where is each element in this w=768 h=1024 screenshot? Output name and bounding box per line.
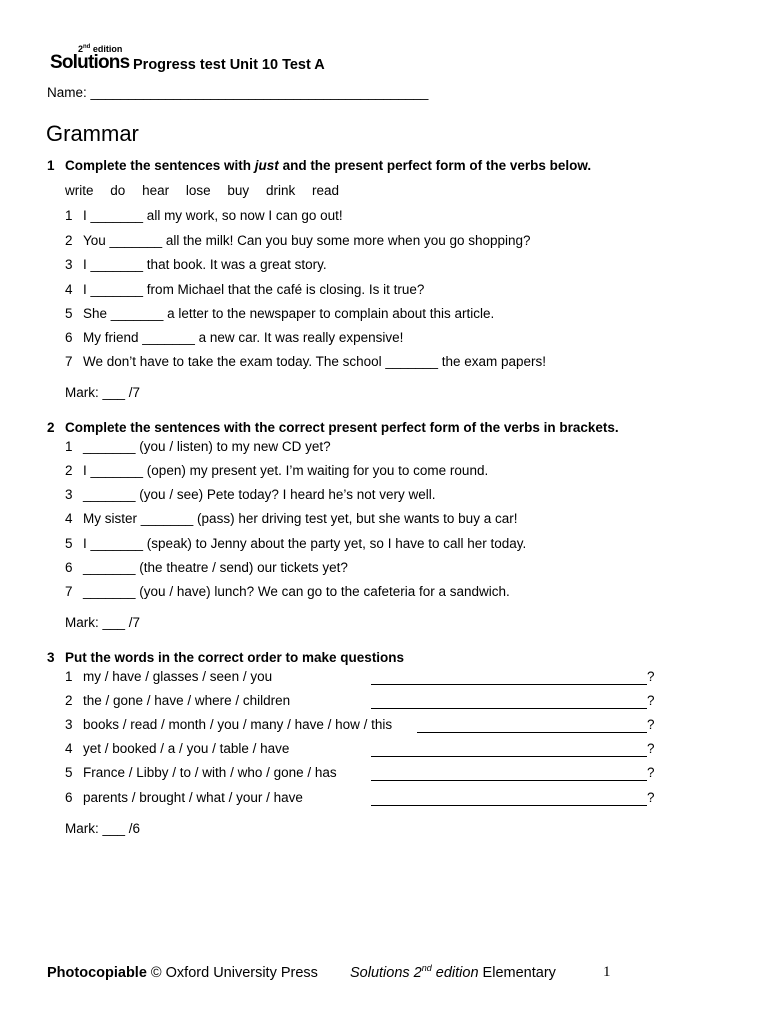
exercise-item: 5 France / Libby / to / with / who / gone / has — [65, 765, 337, 780]
answer-line[interactable] — [371, 780, 647, 781]
item-text: I _______ all my work, so now I can go out! — [83, 208, 343, 223]
logo-brand: Solutions — [50, 52, 130, 73]
item-text: yet / booked / a / you / table / have — [83, 741, 290, 756]
exercise-number: 3 — [47, 650, 55, 665]
word-bank-item: do — [110, 183, 126, 198]
exercise-item: 4 yet / booked / a / you / table / have — [65, 741, 290, 756]
section-heading: Grammar — [46, 121, 139, 146]
word-bank-item: read — [311, 183, 340, 198]
exercise-item: 2 the / gone / have / where / children — [65, 693, 291, 708]
exercise-instruction: Complete the sentences with just and the present perfect form of the verbs below. — [65, 158, 592, 173]
item-text: my / have / glasses / seen / you — [83, 669, 273, 684]
question-mark: ? — [647, 669, 655, 684]
item-text: My friend _______ a new car. It was really expensive! — [83, 330, 404, 345]
item-text: books / read / month / you / many / have / how / this — [83, 717, 393, 732]
name-label: Name: — [47, 85, 87, 100]
question-mark: ? — [647, 741, 655, 756]
word-bank-item: write — [65, 183, 94, 198]
item-text: _______ (you / see) Pete today? I heard he’s not very well. — [83, 487, 436, 502]
exercise-item: 6 parents / brought / what / your / have — [65, 790, 303, 805]
answer-line[interactable] — [371, 805, 647, 806]
question-mark: ? — [647, 693, 655, 708]
answer-line[interactable] — [371, 756, 647, 757]
item-text: _______ (you / have) lunch? We can go to the cafeteria for a sandwich. — [83, 584, 510, 599]
copyright: © Oxford University Press — [146, 964, 318, 981]
exercise2-mark: Mark: ___ /7 — [65, 615, 141, 630]
exercise-instruction: Put the words in the correct order to make questions — [65, 650, 405, 665]
item-text: France / Libby / to / with / who / gone / has — [83, 765, 337, 780]
exercise-item[interactable]: 1 I _______ all my work, so now I can go out! — [65, 208, 343, 223]
exercise-item: 1 my / have / glasses / seen / you — [65, 669, 273, 684]
item-text: I _______ that book. It was a great story. — [83, 257, 327, 272]
logo-edition: 2nd edition — [78, 44, 123, 54]
answer-line[interactable] — [371, 708, 647, 709]
name-blank: _____________________________________________ — [90, 85, 429, 100]
item-text: parents / brought / what / your / have — [83, 790, 303, 805]
exercise-item[interactable]: 6 _______ (the theatre / send) our tickets yet? — [65, 560, 348, 575]
exercise-item[interactable]: 6 My friend _______ a new car. It was really expensive! — [65, 330, 404, 345]
item-text: the / gone / have / where / children — [83, 693, 291, 708]
exercise3-mark: Mark: ___ /6 — [65, 821, 141, 836]
word-bank — [65, 183, 352, 198]
photocopiable-label: Photocopiable — [47, 964, 147, 981]
exercise1-mark: Mark: ___ /7 — [65, 385, 141, 400]
item-text: My sister _______ (pass) her driving test yet, but she wants to buy a car! — [83, 511, 518, 526]
exercise-item[interactable]: 7 _______ (you / have) lunch? We can go to the cafeteria for a sandwich. — [65, 584, 510, 599]
item-text: I _______ (open) my present yet. I’m waiting for you to come round. — [83, 463, 489, 478]
exercise-item[interactable]: 3 _______ (you / see) Pete today? I heard he’s not very well. — [65, 487, 436, 502]
exercise-item[interactable]: 4 I _______ from Michael that the café is closing. Is it true? — [65, 282, 425, 297]
item-text: We don’t have to take the exam today. The school _______ the exam papers! — [83, 354, 547, 369]
word-bank-item: drink — [265, 183, 296, 198]
name-field[interactable] — [47, 85, 428, 100]
exercise-item: 3 books / read / month / you / many / have / how / this — [65, 717, 393, 732]
item-text: I _______ (speak) to Jenny about the party yet, so I have to call her today. — [83, 536, 527, 551]
item-text: You _______ all the milk! Can you buy some more when you go shopping? — [83, 233, 531, 248]
word-bank-item: buy — [227, 183, 250, 198]
exercise-item[interactable]: 2 You _______ all the milk! Can you buy some more when you go shopping? — [65, 233, 531, 248]
item-text: I _______ from Michael that the café is closing. Is it true? — [83, 282, 425, 297]
exercise-item[interactable]: 2 I _______ (open) my present yet. I’m waiting for you to come round. — [65, 463, 489, 478]
exercise-number: 2 — [47, 420, 55, 435]
exercise2-heading — [47, 420, 619, 435]
word-bank-item: lose — [185, 183, 211, 198]
footer — [47, 963, 556, 981]
exercise-item[interactable]: 1 _______ (you / listen) to my new CD yet? — [65, 439, 331, 454]
page-number: 1 — [603, 964, 611, 980]
exercise-number: 1 — [47, 158, 55, 173]
item-text: _______ (the theatre / send) our tickets yet? — [83, 560, 348, 575]
exercise1-heading — [47, 158, 591, 173]
book-title: Solutions 2nd edition Elementary — [350, 963, 556, 981]
exercise-item[interactable]: 5 I _______ (speak) to Jenny about the party yet, so I have to call her today. — [65, 536, 527, 551]
exercise-item[interactable]: 4 My sister _______ (pass) her driving test yet, but she wants to buy a car! — [65, 511, 518, 526]
test-title: Progress test Unit 10 Test A — [133, 57, 325, 73]
answer-line[interactable] — [371, 684, 647, 685]
question-mark: ? — [647, 790, 655, 805]
exercise-item[interactable]: 3 I _______ that book. It was a great story. — [65, 257, 327, 272]
word-bank-item: hear — [142, 183, 170, 198]
exercise-instruction: Complete the sentences with the correct present perfect form of the verbs in brackets. — [65, 420, 619, 435]
item-text: _______ (you / listen) to my new CD yet? — [83, 439, 331, 454]
exercise3-heading — [47, 650, 404, 665]
exercise-item[interactable]: 7 We don’t have to take the exam today. The school _______ the exam papers! — [65, 354, 547, 369]
item-text: She _______ a letter to the newspaper to complain about this article. — [83, 306, 495, 321]
answer-line[interactable] — [417, 732, 647, 733]
question-mark: ? — [647, 717, 655, 732]
question-mark: ? — [647, 765, 655, 780]
exercise-item[interactable]: 5 She _______ a letter to the newspaper to complain about this article. — [65, 306, 495, 321]
